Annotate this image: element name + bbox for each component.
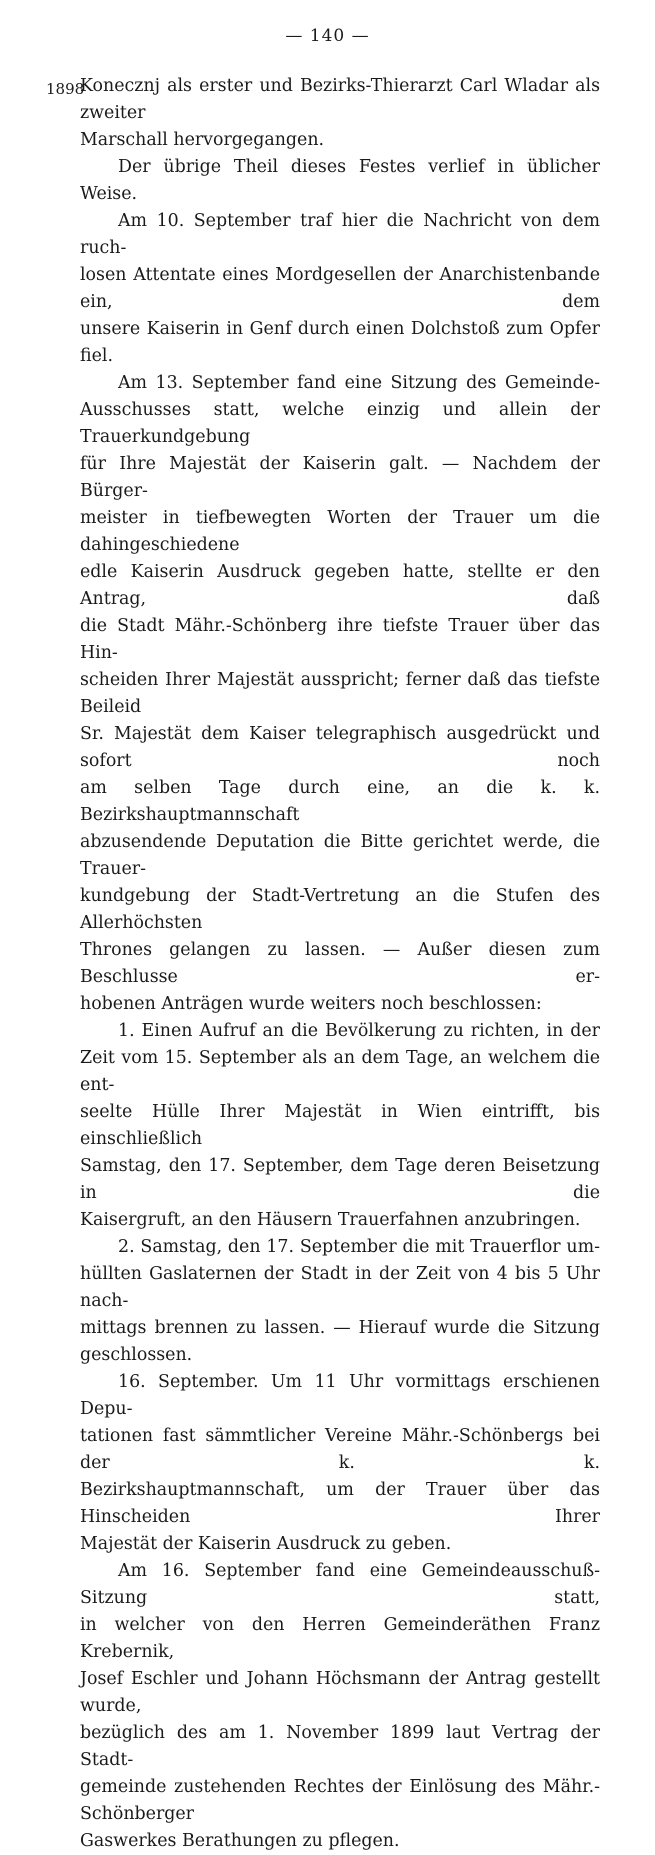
text-line: Konecznj als erster und Bezirks-Thierarzt Carl Wladar als zweiter: [80, 76, 600, 123]
text-line: in welcher von den Herren Gemeinderäthen Franz Krebernik,: [80, 1615, 600, 1662]
text-line: Bezirkshauptmannschaft, um der Trauer über das Hinscheiden Ihrer: [80, 1480, 600, 1527]
text-line: Gaswerkes Berathungen zu pflegen.: [80, 1831, 400, 1851]
text-line: kundgebung der Stadt-Vertretung an die Stufen des Allerhöchsten: [80, 886, 600, 933]
text-line: scheiden Ihrer Majestät ausspricht; ferner daß das tiefste Beileid: [80, 670, 600, 717]
text-line: Am 16. September fand eine Gemeindeausschuß-Sitzung statt,: [80, 1561, 600, 1608]
text-line: tationen fast sämmtlicher Vereine Mähr.-Schönbergs bei der k. k.: [80, 1426, 600, 1473]
text-line: Ausschusses statt, welche einzig und allein der Trauerkundgebung: [80, 400, 600, 447]
text-line: losen Attentate eines Mordgesellen der Anarchistenbande ein, dem: [80, 265, 600, 312]
text-line: am selben Tage durch eine, an die k. k. Bezirkshauptmannschaft: [80, 778, 600, 825]
text-line: Zeit vom 15. September als an dem Tage, an welchem die ent-: [80, 1048, 600, 1095]
text-line: Thrones gelangen zu lassen. — Außer diesen zum Beschlusse er-: [80, 940, 600, 987]
text-line: Am 13. September fand eine Sitzung des Gemeinde-: [118, 373, 600, 393]
text-line: meister in tiefbewegten Worten der Trauer um die dahingeschiedene: [80, 508, 600, 555]
text-line: gemeinde zustehenden Rechtes der Einlösung des Mähr.-Schönberger: [80, 1777, 600, 1824]
text-line: für Ihre Majestät der Kaiserin galt. — Nachdem der Bürger-: [80, 454, 600, 501]
text-line: Kaisergruft, an den Häusern Trauerfahnen anzubringen.: [80, 1210, 581, 1230]
text-line: Majestät der Kaiserin Ausdruck zu geben.: [80, 1534, 452, 1554]
text-line: hobenen Anträgen wurde weiters noch beschlossen:: [80, 994, 542, 1014]
text-line: 1. Einen Aufruf an die Bevölkerung zu richten, in der: [118, 1021, 600, 1041]
text-line: Am 10. September traf hier die Nachricht von dem ruch-: [80, 211, 600, 258]
margin-year: 1898: [46, 80, 85, 98]
text-line: 16. September. Um 11 Uhr vormittags erschienen Depu-: [80, 1372, 600, 1419]
text-line: hüllten Gaslaternen der Stadt in der Zeit von 4 bis 5 Uhr nach-: [80, 1264, 600, 1311]
text-line: bezüglich des am 1. November 1899 laut Vertrag der Stadt-: [80, 1723, 600, 1770]
text-line: die Stadt Mähr.-Schönberg ihre tiefste Trauer über das Hin-: [80, 616, 600, 663]
text-line: unsere Kaiserin in Genf durch einen Dolchstoß zum Opfer fiel.: [80, 319, 600, 366]
text-line: abzusendende Deputation die Bitte gerichtet werde, die Trauer-: [80, 832, 600, 879]
text-line: Der übrige Theil dieses Festes verlief in üblicher Weise.: [80, 157, 600, 204]
text-line: Marschall hervorgegangen.: [80, 130, 325, 150]
text-line: Sr. Majestät dem Kaiser telegraphisch ausgedrückt und sofort noch: [80, 724, 600, 771]
text-line: 2. Samstag, den 17. September die mit Trauerflor um-: [118, 1237, 600, 1257]
text-line: seelte Hülle Ihrer Majestät in Wien eintrifft, bis einschließlich: [80, 1102, 600, 1149]
text-line: edle Kaiserin Ausdruck gegeben hatte, stellte er den Antrag, daß: [80, 562, 600, 609]
body-text: [80, 73, 600, 1855]
text-line: mittags brennen zu lassen. — Hierauf wurde die Sitzung geschlossen.: [80, 1318, 600, 1365]
text-line: Samstag, den 17. September, dem Tage deren Beisetzung in die: [80, 1156, 600, 1203]
page-number: — 140 —: [285, 26, 370, 46]
text-line: Josef Eschler und Johann Höchsmann der Antrag gestellt wurde,: [80, 1669, 600, 1716]
